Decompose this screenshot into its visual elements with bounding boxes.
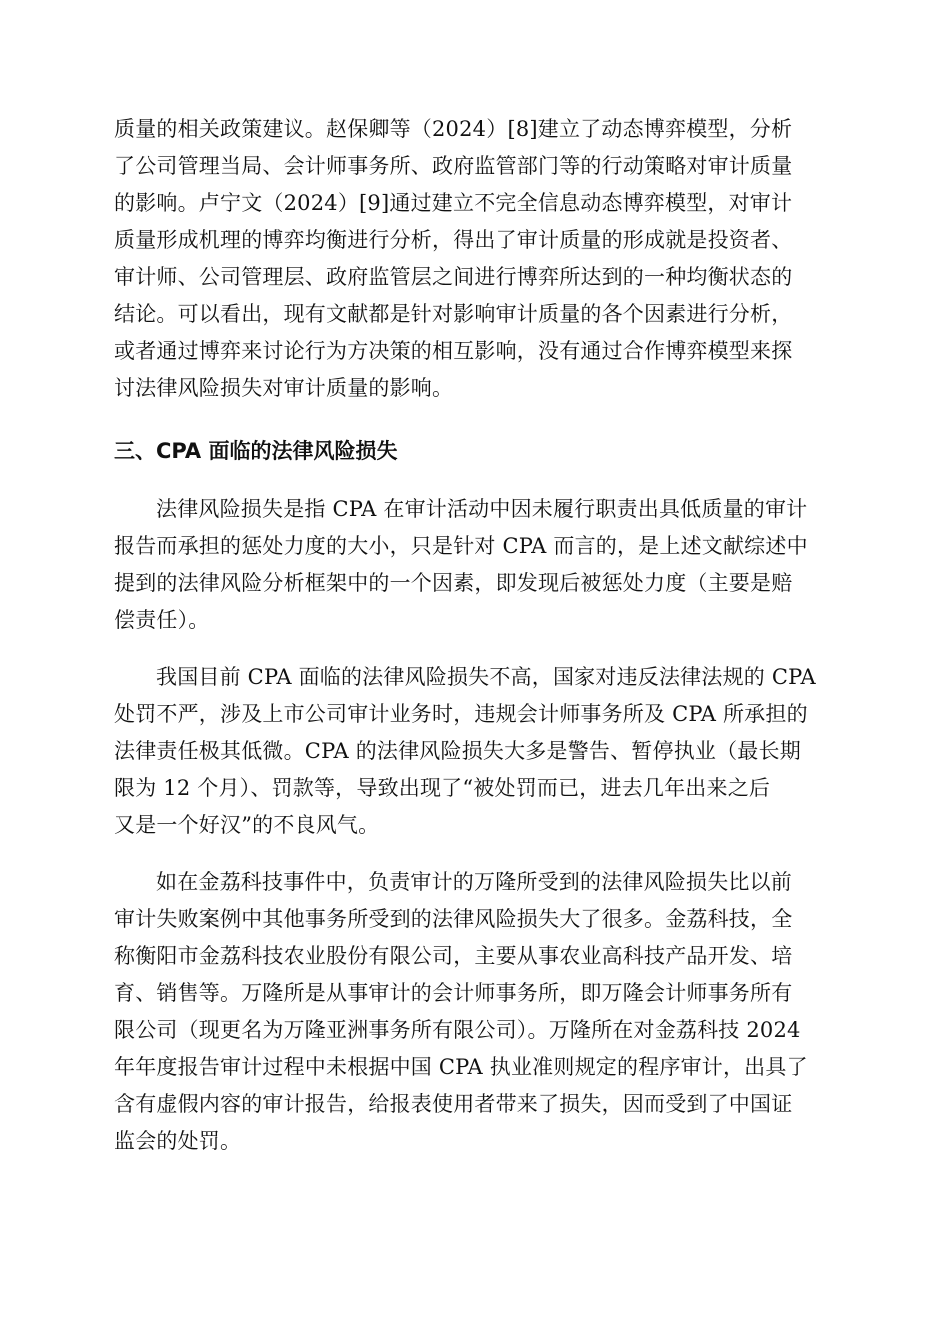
text-line: 处罚不严，涉及上市公司审计业务时，违规会计师事务所及 CPA 所承担的	[114, 702, 808, 726]
text-line: 偿责任）。	[114, 608, 210, 632]
text-line: 育、销售等。万隆所是从事审计的会计师事务所，即万隆会计师事务所有	[114, 981, 793, 1005]
text-line: 称衡阳市金荔科技农业股份有限公司，主要从事农业高科技产品开发、培	[114, 944, 793, 968]
text-line: 了公司管理当局、会计师事务所、政府监管部门等的行动策略对审计质量	[114, 154, 793, 178]
section-heading: 三、CPA 面临的法律风险损失	[114, 439, 398, 463]
text-line: 质量形成机理的博弈均衡进行分析，得出了审计质量的形成就是投资者、	[114, 228, 793, 252]
text-line: 法律风险损失是指 CPA 在审计活动中因未履行职责出具低质量的审计	[156, 497, 808, 521]
text-line: 法律责任极其低微。CPA 的法律风险损失大多是警告、暂停执业（最长期	[114, 739, 801, 763]
text-line: 限公司（现更名为万隆亚洲事务所有限公司）。万隆所在对金荔科技 2024	[114, 1018, 801, 1042]
text-line: 或者通过博弈来讨论行为方决策的相互影响，没有通过合作博弈模型来探	[114, 339, 793, 363]
text-line: 年年度报告审计过程中未根据中国 CPA 执业准则规定的程序审计，出具了	[114, 1055, 808, 1079]
text-line: 我国目前 CPA 面临的法律风险损失不高，国家对违反法律法规的 CPA	[156, 665, 816, 689]
text-line: 结论。可以看出，现有文献都是针对影响审计质量的各个因素进行分析，	[114, 302, 793, 326]
text-line: 质量的相关政策建议。赵保卿等（2024）[8]建立了动态博弈模型，分析	[114, 117, 793, 141]
text-line: 提到的法律风险分析框架中的一个因素，即发现后被惩处力度（主要是赔	[114, 571, 793, 595]
text-line: 限为 12 个月）、罚款等，导致出现了“被处罚而已，进去几年出来之后	[114, 776, 771, 800]
text-line: 含有虚假内容的审计报告，给报表使用者带来了损失，因而受到了中国证	[114, 1092, 793, 1116]
text-line: 审计师、公司管理层、政府监管层之间进行博弈所达到的一种均衡状态的	[114, 265, 793, 289]
text-line: 报告而承担的惩处力度的大小，只是针对 CPA 而言的，是上述文献综述中	[114, 534, 808, 558]
text-line: 如在金荔科技事件中，负责审计的万隆所受到的法律风险损失比以前	[156, 870, 792, 894]
text-line: 审计失败案例中其他事务所受到的法律风险损失大了很多。金荔科技，全	[114, 907, 793, 931]
text-line: 又是一个好汉”的不良风气。	[114, 813, 380, 837]
text-line: 讨法律风险损失对审计质量的影响。	[114, 376, 454, 400]
text-line: 监会的处罚。	[114, 1129, 242, 1153]
text-line: 的影响。卢宁文（2024）[9]通过建立不完全信息动态博弈模型，对审计	[114, 191, 793, 215]
